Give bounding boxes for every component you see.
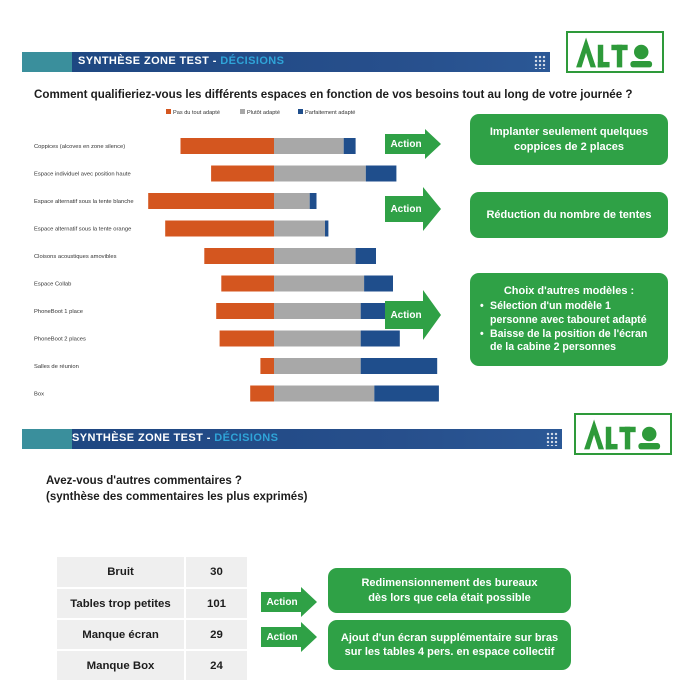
decision-box-5 xyxy=(328,620,571,670)
bar-plutot-adapte xyxy=(274,138,344,154)
comment-count: 29 xyxy=(185,619,247,650)
category-label: Coppices (alcoves en zone silence) xyxy=(34,144,126,150)
banner-title-accent: DÉCISIONS xyxy=(220,55,285,67)
bar-parfaitement-adapte xyxy=(374,386,439,402)
decision-box-3-bullet-2: • Baisse de la position de l'écran de la cabine 2 personnes xyxy=(478,328,660,356)
action-arrow-3 xyxy=(385,290,441,340)
alto-logo-text: ALTO xyxy=(570,33,573,34)
action-arrow-5 xyxy=(261,622,317,652)
banner-2-title xyxy=(72,432,278,444)
bar-plutot-adapte xyxy=(274,303,361,319)
category-label: Cloisons acoustiques amovibles xyxy=(34,254,117,260)
comment-label: Manque Box xyxy=(57,650,185,681)
legend-swatch xyxy=(240,109,245,114)
legend-label: Parfaitement adapté xyxy=(305,110,356,116)
bar-pas-du-tout-adapte xyxy=(211,166,274,182)
bar-parfaitement-adapte xyxy=(356,248,376,264)
legend-swatch xyxy=(298,109,303,114)
section-banner-2 xyxy=(22,429,562,449)
decision-box-1-line1: Implanter seulement quelques xyxy=(489,126,649,139)
bar-plutot-adapte xyxy=(274,193,310,209)
action-arrow-2 xyxy=(385,187,441,231)
decision-box-3 xyxy=(470,273,668,366)
bar-plutot-adapte xyxy=(274,248,356,264)
decision-box-3-title: Choix d'autres modèles : xyxy=(503,284,635,297)
banner-2-title-main: SYNTHÈSE ZONE TEST - xyxy=(72,432,215,444)
legend-swatch xyxy=(166,109,171,114)
alto-logo-2-graphic xyxy=(576,415,670,453)
table-row xyxy=(57,588,247,619)
bar-plutot-adapte xyxy=(274,276,364,292)
action-arrow-2-label: Action xyxy=(390,203,422,215)
action-arrow-1 xyxy=(385,129,441,159)
category-label: Espace individuel avec position haute xyxy=(34,171,131,178)
bar-pas-du-tout-adapte xyxy=(250,386,274,402)
comments-question-line2: (synthèse des commentaires les plus exprimés) xyxy=(46,490,308,503)
decision-box-2-line1: Réduction du nombre de tentes xyxy=(486,208,652,221)
bar-pas-du-tout-adapte xyxy=(181,138,275,154)
banner-2-dots xyxy=(546,432,558,446)
bar-pas-du-tout-adapte xyxy=(216,303,274,319)
category-label: Salles de réunion xyxy=(34,364,79,370)
decision-box-2 xyxy=(470,192,668,238)
alto-logo-2-text: ALTO xyxy=(578,415,581,416)
bar-parfaitement-adapte xyxy=(344,138,356,154)
legend-label: Pas du tout adapté xyxy=(173,110,220,116)
category-label: Espace alternatif sous la tente orange xyxy=(34,226,132,233)
alto-logo-2 xyxy=(574,413,672,455)
decision-box-1-line2: coppices de 2 places xyxy=(513,140,625,153)
comments-question xyxy=(46,474,307,505)
action-arrow-1-label: Action xyxy=(390,138,422,150)
comments-table xyxy=(57,557,247,682)
bar-parfaitement-adapte xyxy=(361,358,438,374)
table-row xyxy=(57,619,247,650)
table-row xyxy=(57,650,247,681)
bar-pas-du-tout-adapte xyxy=(260,358,274,374)
decision-box-1 xyxy=(470,114,668,165)
bar-pas-du-tout-adapte xyxy=(221,276,274,292)
comment-label: Manque écran xyxy=(57,619,185,650)
action-arrow-3-label: Action xyxy=(390,309,422,321)
category-label: PhoneBoot 1 place xyxy=(34,309,83,315)
bar-plutot-adapte xyxy=(274,386,374,402)
decision-box-4 xyxy=(328,568,571,613)
category-label: Espace alternatif sous la tente blanche xyxy=(34,199,134,205)
bar-pas-du-tout-adapte xyxy=(148,193,274,209)
decision-box-4-line1: Redimensionnement des bureaux xyxy=(361,577,538,590)
comment-count: 30 xyxy=(185,557,247,588)
comments-question-line1: Avez-vous d'autres commentaires ? xyxy=(46,475,242,487)
action-arrow-5-label: Action xyxy=(266,631,298,643)
action-arrow-4-label: Action xyxy=(266,596,298,608)
comment-label: Bruit xyxy=(57,557,185,588)
bar-plutot-adapte xyxy=(274,221,325,237)
comment-label: Tables trop petites xyxy=(57,588,185,619)
category-label: Espace Collab xyxy=(34,281,72,288)
bar-pas-du-tout-adapte xyxy=(220,331,274,347)
bar-plutot-adapte xyxy=(274,166,366,182)
table-row xyxy=(57,557,247,588)
banner-2-title-accent: DÉCISIONS xyxy=(214,432,279,444)
decision-box-5-line1: Ajout d'un écran supplémentaire sur bras xyxy=(340,631,559,644)
category-label: PhoneBoot 2 places xyxy=(34,336,86,343)
category-label: Box xyxy=(34,391,44,398)
survey-question: Comment qualifieriez-vous les différents espaces en fonction de vos besoins tout au long de votre journée ? xyxy=(34,88,633,101)
legend-label: Plutôt adapté xyxy=(247,110,280,116)
bar-pas-du-tout-adapte xyxy=(204,248,274,264)
decision-box-5-line2: sur les tables 4 pers. en espace collectif xyxy=(344,646,555,658)
bar-pas-du-tout-adapte xyxy=(165,221,274,237)
bar-parfaitement-adapte xyxy=(366,166,397,182)
bar-plutot-adapte xyxy=(274,331,361,347)
bar-plutot-adapte xyxy=(274,358,361,374)
bar-parfaitement-adapte xyxy=(325,221,328,237)
banner-title-main: SYNTHÈSE ZONE TEST - xyxy=(78,55,221,67)
banner-2-accent xyxy=(22,429,72,449)
comment-count: 101 xyxy=(185,588,247,619)
bar-parfaitement-adapte xyxy=(310,193,317,209)
comment-count: 24 xyxy=(185,650,247,681)
action-arrow-4 xyxy=(261,587,317,617)
decision-box-3-bullet-1: • Sélection d'un modèle 1 personne avec tabouret adapté xyxy=(478,300,660,328)
decision-box-3-bullets xyxy=(478,300,660,355)
decision-box-4-line2: dès lors que cela était possible xyxy=(368,591,531,604)
